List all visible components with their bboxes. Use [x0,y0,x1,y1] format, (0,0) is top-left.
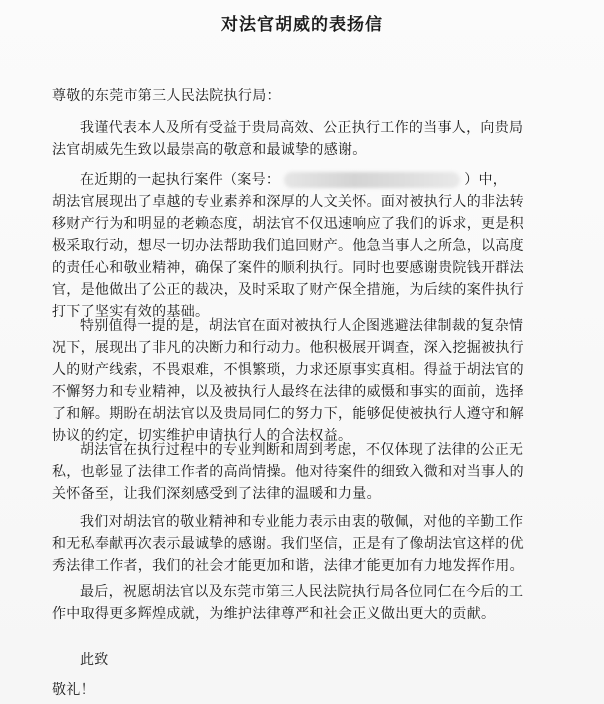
case-number-line: 在近期的一起执行案件（案号： ）中， [80,172,508,188]
paragraph-3: 特别值得一提的是，胡法官在面对被执行人企图逃避法律制裁的复杂情 况下，展现出了非凡的决断力和行动力。他积极展开调查，深入挖掘被执行 人的财产线索，不畏艰难，不惧繁琐，力求还原事实真相。得益于胡法官的 不懈努力和专业精神，以及被执行人最终在法律的威慑和事实的面前，选择 了和解。期盼在胡法官以及贵局同仁的努力下，能够促使被执行人遵守和解 协议的约定，切实维护申请执行人的合法权益。 [52,318,524,444]
regards: 敬礼！ [52,682,95,698]
closing: 此致 [80,652,109,668]
redacted-case-number [284,172,460,188]
letter-title: 对法官胡威的表扬信 [221,15,383,35]
paragraph-2: 在近期的一起执行案件（案号： ）中， 胡法官展现出了卓越的专业素养和深厚的人文关怀。面对被执行人的非法转 移财产行为和明显的老赖态度，胡法官不仅迅速响应了我们的诉求，更是积 极采取行动，想尽一切办法帮助我们追回财产。他急当事人之所急，以高度 的责任心和敬业精神，确保了案件的顺利执行。同时也要感谢贵院钱开群法 官，是他做出了公正的裁决，及时采取了财产保全措施，为后续的案件执行 打下了坚实有效的基础。 [52,170,572,346]
paragraph-5: 我们对胡法官的敬业精神和专业能力表示由衷的敬佩，对他的辛勤工作 和无私奉献再次表示最诚挚的感谢。我们坚信，正是有了像胡法官这样的优 秀法律工作者，我们的社会才能更加和谐，法律才能更加有力地发挥作用。 [52,514,524,574]
salutation: 尊敬的东莞市第三人民法院执行局： [52,88,281,104]
paragraph-1: 我谨代表本人及所有受益于贵局高效、公正执行工作的当事人，向贵局 法官胡威先生致以最崇高的敬意和最诚挚的感谢。 [52,120,524,158]
paragraph-4: 胡法官在执行过程中的专业判断和周到考虑，不仅体现了法律的公正无 私，也彰显了法律工作者的高尚情操。他对待案件的细致入微和对当事人的 关怀备至，让我们深刻感受到了法律的温暖和力量。 [52,442,524,502]
paragraph-6: 最后，祝愿胡法官以及东莞市第三人民法院执行局各位同仁在今后的工 作中取得更多辉煌成就，为维护法律尊严和社会正义做出更大的贡献。 [52,584,524,622]
